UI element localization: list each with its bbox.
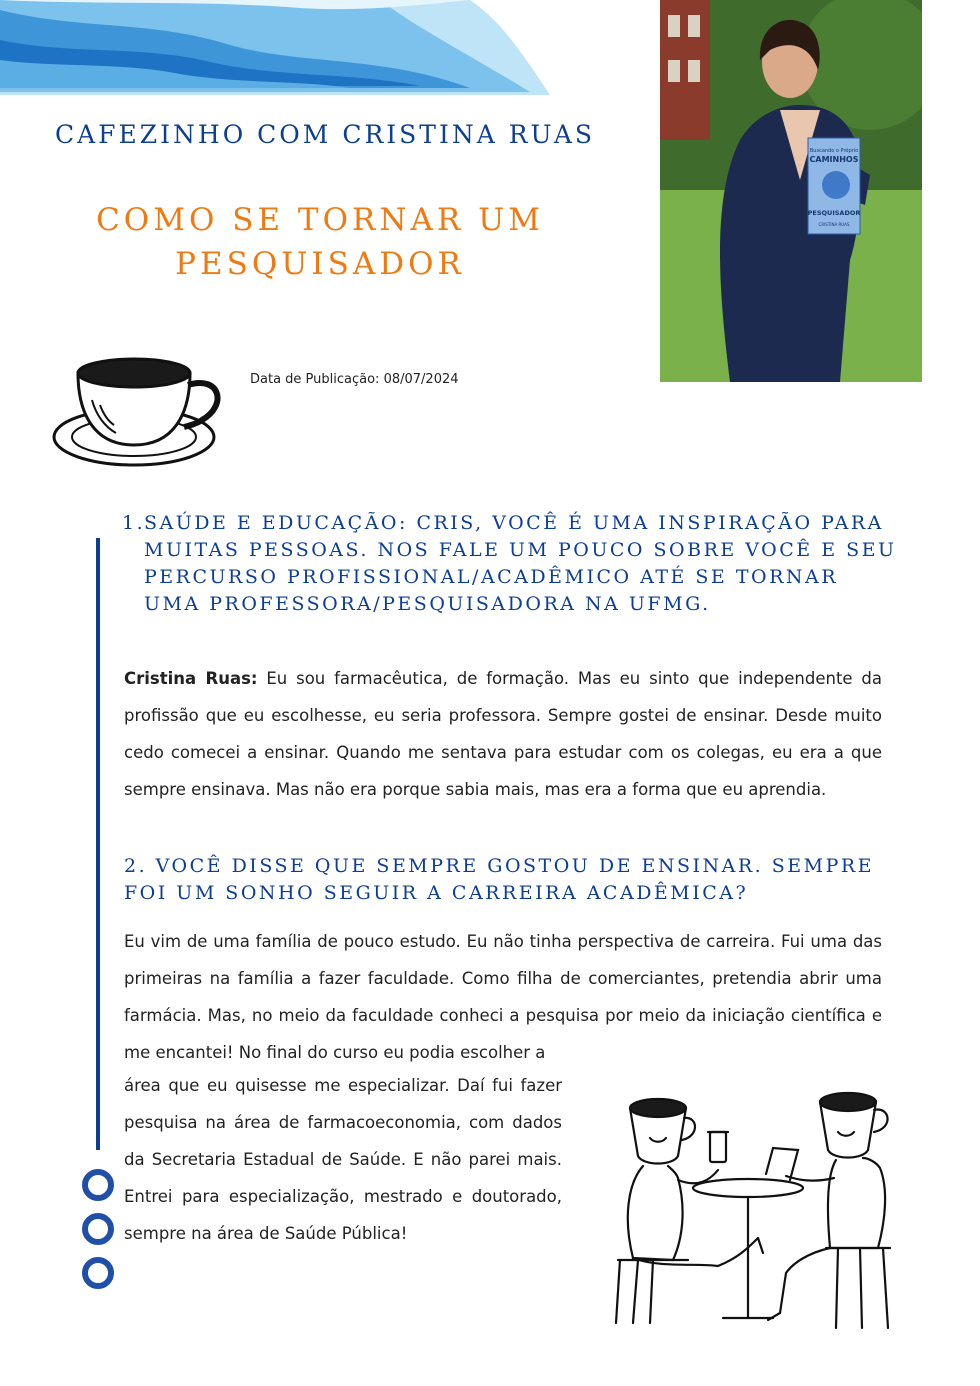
answer-2-part-2: área que eu quisesse me especializar. Daí fui fazer pesquisa na área de farmacoeconomia, com dados da Secretaria Estadual de Saúde. E não parei mais. Entrei para especialização, mestrado e doutorado, sempre na área de Saúde Pública! bbox=[124, 1076, 562, 1243]
series-title: CAFEZINHO COM CRISTINA RUAS bbox=[55, 120, 595, 149]
article-title: COMO SE TORNAR UM PESQUISADOR bbox=[96, 202, 544, 282]
coffee-people-illustration bbox=[598, 1088, 898, 1338]
question-1 bbox=[122, 510, 902, 618]
bullet-circle-icon bbox=[82, 1257, 114, 1289]
question-1-number: 1. bbox=[122, 512, 146, 534]
blue-wave-decoration bbox=[0, 0, 560, 100]
bullet-circle-icon bbox=[82, 1213, 114, 1245]
book-cover-top: Buscando o Próprio bbox=[809, 148, 859, 154]
book-cover-title: CAMINHOS bbox=[809, 155, 859, 164]
book-cover-subtitle: PESQUISADOR bbox=[807, 209, 861, 217]
publication-date: Data de Publicação: 08/07/2024 bbox=[250, 372, 459, 387]
interviewee-photo bbox=[660, 0, 922, 382]
coffee-cup-icon bbox=[50, 345, 230, 475]
question-2: 2. VOCÊ DISSE QUE SEMPRE GOSTOU DE ENSINAR. SEMPRE FOI UM SONHO SEGUIR A CARREIRA ACADÊMICA? bbox=[124, 855, 875, 904]
bullet-circle-icon bbox=[82, 1169, 114, 1201]
answer-2-part-1: Eu vim de uma família de pouco estudo. Eu não tinha perspectiva de carreira. Fui uma das primeiras na família a fazer faculdade. Como filha de comerciantes, pretendia abrir uma farmácia. Mas, no meio da faculdade conheci a pesquisa por meio da iniciação científica e me encantei! No final do curso eu podia escolher a bbox=[124, 932, 882, 1062]
answer-1 bbox=[124, 660, 882, 808]
answer-1-speaker: Cristina Ruas: bbox=[124, 669, 258, 688]
book-cover-author: CRISTINA RUAS bbox=[818, 222, 850, 227]
answer-1-text: Eu sou farmacêutica, de formação. Mas eu sinto que independente da profissão que eu escolhesse, eu seria professora. Sempre gostei de ensinar. Desde muito cedo comecei a ensinar. Quando me sentava para estudar com os colegas, eu era a que sempre ensinava. Mas não era porque sabia mais, mas era a forma que eu aprendia. bbox=[124, 669, 882, 799]
question-1-text: SAÚDE E EDUCAÇÃO: CRIS, VOCÊ É UMA INSPIRAÇÃO PARA MUITAS PESSOAS. NOS FALE UM POUCO SOBRE VOCÊ E SEU PERCURSO PROFISSIONAL/ACADÊMICO ATÉ SE TORNAR UMA PROFESSORA/PESQUISADORA NA UFMG. bbox=[144, 512, 897, 615]
vertical-accent-line bbox=[96, 538, 100, 1150]
